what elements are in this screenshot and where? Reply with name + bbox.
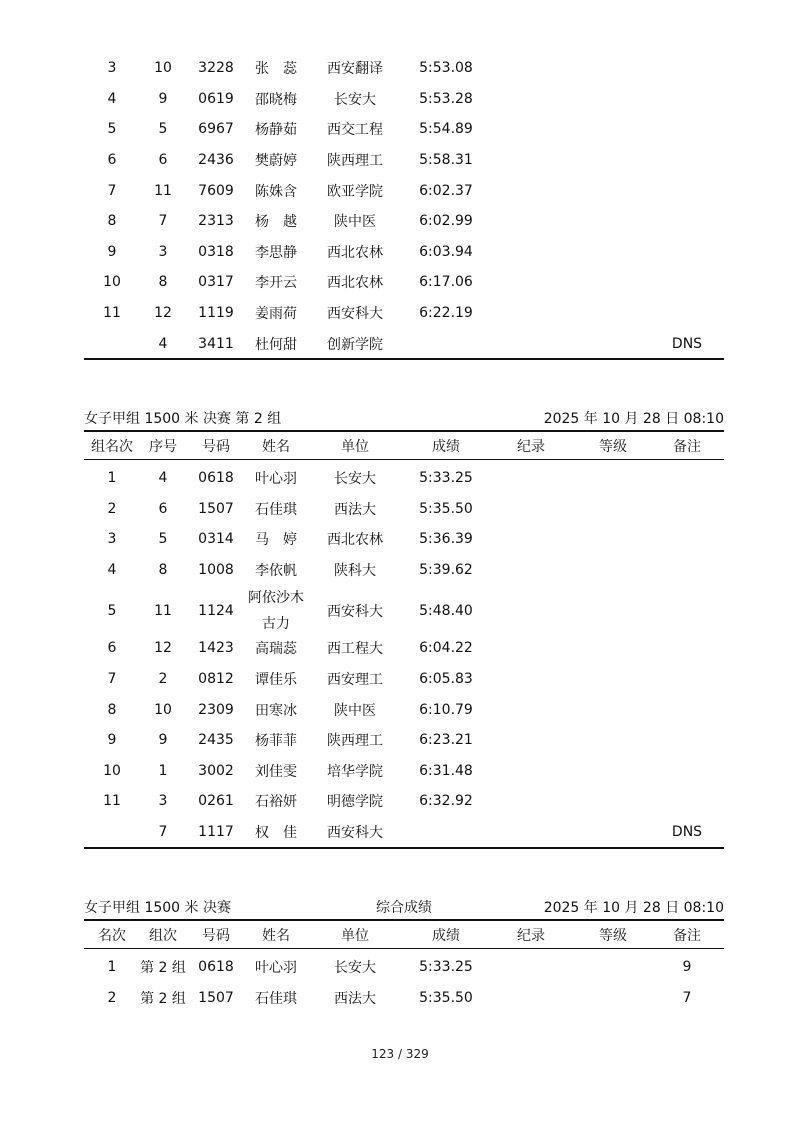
page-number: 123 / 329 <box>371 1047 429 1061</box>
event-title: 女子甲组 1500 米 决赛 <box>84 900 231 916</box>
bib-cell: 1124 <box>198 603 234 620</box>
result-cell: 5:33.25 <box>419 959 473 976</box>
lane-cell: 3 <box>158 793 168 810</box>
bib-cell: 0618 <box>198 470 234 487</box>
name-cell: 石裕妍 <box>255 794 297 811</box>
result-cell: 5:53.28 <box>419 90 473 107</box>
result-cell: 6:31.48 <box>419 762 473 779</box>
table-row <box>84 298 724 329</box>
rank-cell: 8 <box>107 213 117 230</box>
rank-cell: 1 <box>107 959 117 976</box>
unit-cell: 长安大 <box>334 471 376 488</box>
lane-cell: 8 <box>158 562 168 579</box>
name-cell: 姜雨荷 <box>255 306 297 323</box>
rank-cell: 4 <box>107 90 117 107</box>
table-row <box>84 114 724 145</box>
bib-cell: 3002 <box>198 762 234 779</box>
bib-cell: 3411 <box>198 335 234 352</box>
column-header: 纪录 <box>517 927 545 944</box>
unit-cell: 培华学院 <box>327 763 383 780</box>
column-header: 序号 <box>149 438 177 455</box>
name-cell: 杨菲菲 <box>255 733 297 750</box>
column-header: 等级 <box>599 438 627 455</box>
result-cell: 6:04.22 <box>419 640 473 657</box>
rank-cell: 8 <box>107 701 117 718</box>
bib-cell: 1117 <box>198 823 234 840</box>
name-cell: 邵晓梅 <box>255 91 297 108</box>
lane-cell: 11 <box>154 182 172 199</box>
column-header: 纪录 <box>517 438 545 455</box>
table-row <box>84 524 724 555</box>
rank-cell: 5 <box>107 603 117 620</box>
lane-cell: 7 <box>158 213 168 230</box>
lane-cell: 12 <box>154 640 172 657</box>
name-cell: 杨静茹 <box>255 122 297 139</box>
note-cell: 9 <box>682 959 692 976</box>
name-cell: 陈姝含 <box>255 183 297 200</box>
result-cell: 5:53.08 <box>419 60 473 77</box>
lane-cell: 10 <box>154 701 172 718</box>
lane-cell: 5 <box>158 531 168 548</box>
bib-cell: 6967 <box>198 121 234 138</box>
column-header: 姓名 <box>262 927 290 944</box>
column-header: 姓名 <box>262 438 290 455</box>
unit-cell: 欧亚学院 <box>327 183 383 200</box>
result-cell: 5:58.31 <box>419 152 473 169</box>
bib-cell: 1008 <box>198 562 234 579</box>
group-2-header-row <box>84 430 724 460</box>
group-2-caption <box>84 408 724 429</box>
column-header: 组名次 <box>91 438 133 455</box>
name-cell: 高瑞蕊 <box>255 641 297 658</box>
lane-cell: 第 2 组 <box>140 960 186 977</box>
rank-cell: 7 <box>107 182 117 199</box>
unit-cell: 西安科大 <box>327 604 383 621</box>
lane-cell: 4 <box>158 335 168 352</box>
unit-cell: 陕中医 <box>334 702 376 719</box>
result-cell: 5:36.39 <box>419 531 473 548</box>
result-cell: 6:03.94 <box>419 243 473 260</box>
note-cell: DNS <box>671 335 703 352</box>
event-datetime: 2025 年 10 月 28 日 08:10 <box>543 411 724 427</box>
name-cell: 杨 越 <box>255 214 297 231</box>
column-header: 备注 <box>673 927 701 944</box>
table-row <box>84 206 724 237</box>
rank-cell: 10 <box>103 274 121 291</box>
table-row <box>84 84 724 115</box>
result-cell: 5:35.50 <box>419 500 473 517</box>
column-header: 成绩 <box>432 438 460 455</box>
result-cell: 5:39.62 <box>419 562 473 579</box>
result-cell: 6:02.37 <box>419 182 473 199</box>
lane-cell: 第 2 组 <box>140 990 186 1007</box>
table-row <box>84 237 724 268</box>
lane-cell: 4 <box>158 470 168 487</box>
overall-results-table <box>84 952 724 1013</box>
group-1-results-table <box>84 53 724 359</box>
table-row <box>84 952 724 983</box>
bib-cell: 0812 <box>198 670 234 687</box>
lane-cell: 6 <box>158 500 168 517</box>
bib-cell: 7609 <box>198 182 234 199</box>
bib-cell: 2309 <box>198 701 234 718</box>
rank-cell: 9 <box>107 243 117 260</box>
result-cell: 6:05.83 <box>419 670 473 687</box>
name-cell: 李依帆 <box>255 563 297 580</box>
unit-cell: 西法大 <box>334 501 376 518</box>
overall-caption <box>84 897 724 918</box>
table-row <box>84 463 724 494</box>
bib-cell: 0261 <box>198 793 234 810</box>
rank-cell: 2 <box>107 989 117 1006</box>
name-cell: 石佳琪 <box>255 990 297 1007</box>
name-cell: 权 佳 <box>255 824 297 841</box>
note-cell: DNS <box>671 823 703 840</box>
result-cell: 6:32.92 <box>419 793 473 810</box>
bib-cell: 0314 <box>198 531 234 548</box>
name-cell: 杜何甜 <box>255 336 297 353</box>
table-bottom-rule <box>84 847 724 849</box>
column-header: 单位 <box>341 438 369 455</box>
name-cell: 叶心羽 <box>255 960 297 977</box>
rank-cell: 4 <box>107 562 117 579</box>
table-row <box>84 817 724 848</box>
bib-cell: 2436 <box>198 152 234 169</box>
lane-cell: 1 <box>158 762 168 779</box>
rank-cell: 5 <box>107 121 117 138</box>
lane-cell: 9 <box>158 90 168 107</box>
result-cell: 5:48.40 <box>419 603 473 620</box>
lane-cell: 10 <box>154 60 172 77</box>
name-cell: 石佳琪 <box>255 501 297 518</box>
overall-results-label: 综合成绩 <box>376 900 432 916</box>
lane-cell: 11 <box>154 603 172 620</box>
lane-cell: 6 <box>158 152 168 169</box>
result-cell: 5:33.25 <box>419 470 473 487</box>
result-cell: 6:23.21 <box>419 732 473 749</box>
column-header: 成绩 <box>432 927 460 944</box>
name-cell: 阿依沙木古力 <box>248 590 304 633</box>
rank-cell: 1 <box>107 470 117 487</box>
table-row <box>84 664 724 695</box>
lane-cell: 9 <box>158 732 168 749</box>
rank-cell: 3 <box>107 60 117 77</box>
note-cell: 7 <box>682 989 692 1006</box>
bib-cell: 3228 <box>198 60 234 77</box>
lane-cell: 3 <box>158 243 168 260</box>
bib-cell: 1119 <box>198 305 234 322</box>
unit-cell: 西安翻译 <box>327 61 383 78</box>
unit-cell: 西安理工 <box>327 671 383 688</box>
table-row <box>84 267 724 298</box>
overall-header-row <box>84 919 724 949</box>
unit-cell: 陕中医 <box>334 214 376 231</box>
name-cell: 田寒冰 <box>255 702 297 719</box>
rank-cell: 6 <box>107 640 117 657</box>
unit-cell: 明德学院 <box>327 794 383 811</box>
rank-cell: 3 <box>107 531 117 548</box>
unit-cell: 陕西理工 <box>327 733 383 750</box>
bib-cell: 2313 <box>198 213 234 230</box>
lane-cell: 12 <box>154 305 172 322</box>
table-row <box>84 694 724 725</box>
unit-cell: 陕西理工 <box>327 153 383 170</box>
lane-cell: 2 <box>158 670 168 687</box>
unit-cell: 西安科大 <box>327 306 383 323</box>
event-title: 女子甲组 1500 米 决赛 第 2 组 <box>84 411 282 427</box>
unit-cell: 西北农林 <box>327 275 383 292</box>
unit-cell: 西交工程 <box>327 122 383 139</box>
unit-cell: 长安大 <box>334 960 376 977</box>
table-row <box>84 53 724 84</box>
rank-cell: 11 <box>103 793 121 810</box>
table-row <box>84 755 724 786</box>
name-cell: 樊蔚婷 <box>255 153 297 170</box>
unit-cell: 西工程大 <box>327 641 383 658</box>
name-cell: 李思静 <box>255 244 297 261</box>
unit-cell: 西安科大 <box>327 824 383 841</box>
result-cell: 6:10.79 <box>419 701 473 718</box>
bib-cell: 1507 <box>198 989 234 1006</box>
unit-cell: 西北农林 <box>327 244 383 261</box>
name-cell: 马 婷 <box>255 532 297 549</box>
bib-cell: 1423 <box>198 640 234 657</box>
unit-cell: 创新学院 <box>327 336 383 353</box>
table-row <box>84 983 724 1014</box>
name-cell: 张 蕊 <box>255 61 297 78</box>
column-header: 组次 <box>149 927 177 944</box>
bib-cell: 2435 <box>198 732 234 749</box>
table-row <box>84 145 724 176</box>
result-cell: 5:35.50 <box>419 989 473 1006</box>
column-header: 名次 <box>98 927 126 944</box>
rank-cell: 6 <box>107 152 117 169</box>
table-row <box>84 555 724 586</box>
table-row <box>84 786 724 817</box>
column-header: 号码 <box>202 927 230 944</box>
column-header: 号码 <box>202 438 230 455</box>
rank-cell: 2 <box>107 500 117 517</box>
rank-cell: 9 <box>107 732 117 749</box>
unit-cell: 陕科大 <box>334 563 376 580</box>
unit-cell: 西北农林 <box>327 532 383 549</box>
bib-cell: 1507 <box>198 500 234 517</box>
group-2-results-table <box>84 463 724 847</box>
result-cell: 5:54.89 <box>419 121 473 138</box>
name-cell: 叶心羽 <box>255 471 297 488</box>
name-cell: 谭佳乐 <box>255 671 297 688</box>
unit-cell: 西法大 <box>334 990 376 1007</box>
bib-cell: 0318 <box>198 243 234 260</box>
column-header: 等级 <box>599 927 627 944</box>
result-cell: 6:17.06 <box>419 274 473 291</box>
result-cell: 6:22.19 <box>419 305 473 322</box>
event-datetime: 2025 年 10 月 28 日 08:10 <box>543 900 724 916</box>
name-cell: 刘佳雯 <box>255 763 297 780</box>
unit-cell: 长安大 <box>334 91 376 108</box>
result-cell: 6:02.99 <box>419 213 473 230</box>
table-row <box>84 585 724 633</box>
rank-cell: 10 <box>103 762 121 779</box>
table-row <box>84 725 724 756</box>
column-header: 单位 <box>341 927 369 944</box>
table-row <box>84 494 724 525</box>
table-row <box>84 175 724 206</box>
bib-cell: 0317 <box>198 274 234 291</box>
bib-cell: 0619 <box>198 90 234 107</box>
table-row <box>84 328 724 359</box>
table-bottom-rule <box>84 358 724 360</box>
lane-cell: 5 <box>158 121 168 138</box>
lane-cell: 8 <box>158 274 168 291</box>
lane-cell: 7 <box>158 823 168 840</box>
bib-cell: 0618 <box>198 959 234 976</box>
rank-cell: 7 <box>107 670 117 687</box>
rank-cell: 11 <box>103 305 121 322</box>
column-header: 备注 <box>673 438 701 455</box>
name-cell: 李开云 <box>255 275 297 292</box>
table-row <box>84 633 724 664</box>
